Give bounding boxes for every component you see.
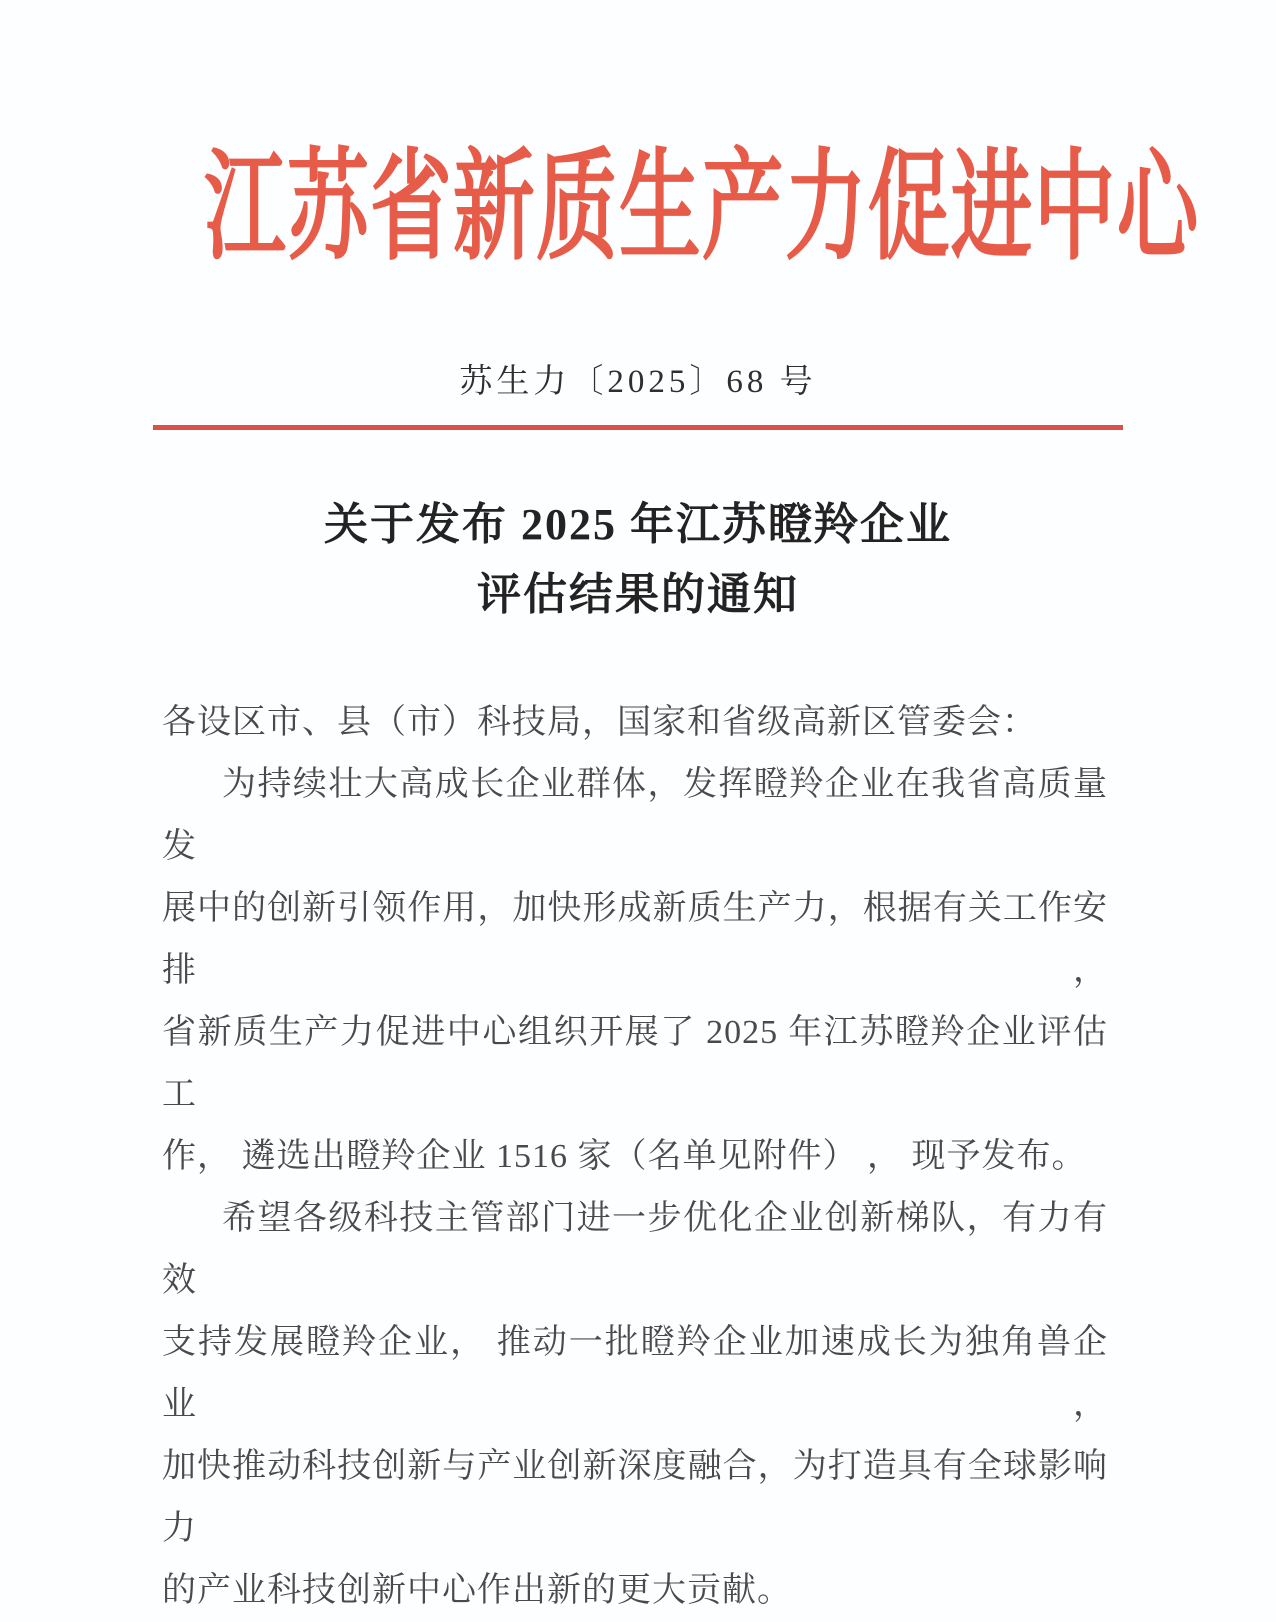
red-divider-line [153,425,1123,430]
body-line: 为持续壮大高成长企业群体，发挥瞪羚企业在我省高质量发 [162,766,1108,865]
body-line: 加快推动科技创新与产业创新深度融合，为打造具有全球影响力 [162,1448,1108,1547]
notice-title [0,490,1276,630]
body-line: 作， 遴选出瞪羚企业 1516 家（名单见附件） ， 现予发布。 [162,1138,1087,1175]
body-line: 支持发展瞪羚企业， 推动一批瞪羚企业加速成长为独角兽企业， [162,1324,1108,1423]
body-line: 希望各级科技主管部门进一步优化企业创新梯队，有力有效 [162,1200,1108,1299]
doc-number: 苏生力〔2025〕68 号 [459,364,817,400]
body-line: 展中的创新引领作用，加快形成新质生产力，根据有关工作安排， [162,890,1108,989]
org-name-heading: 江苏省新质生产力促进中心 [204,141,1200,274]
body-line: 的产业科技创新中心作出新的更大贡献。 [162,1572,792,1609]
notice-title-line1: 关于发布 2025 年江苏瞪羚企业 [324,500,952,549]
salutation-line: 各设区市、县（市）科技局，国家和省级高新区管委会： [162,704,1037,741]
document-page [0,128,1276,1609]
body-line: 省新质生产力促进中心组织开展了 2025 年江苏瞪羚企业评估工 [162,1014,1108,1113]
notice-body [162,692,1108,1622]
notice-title-line2: 评估结果的通知 [477,570,799,619]
